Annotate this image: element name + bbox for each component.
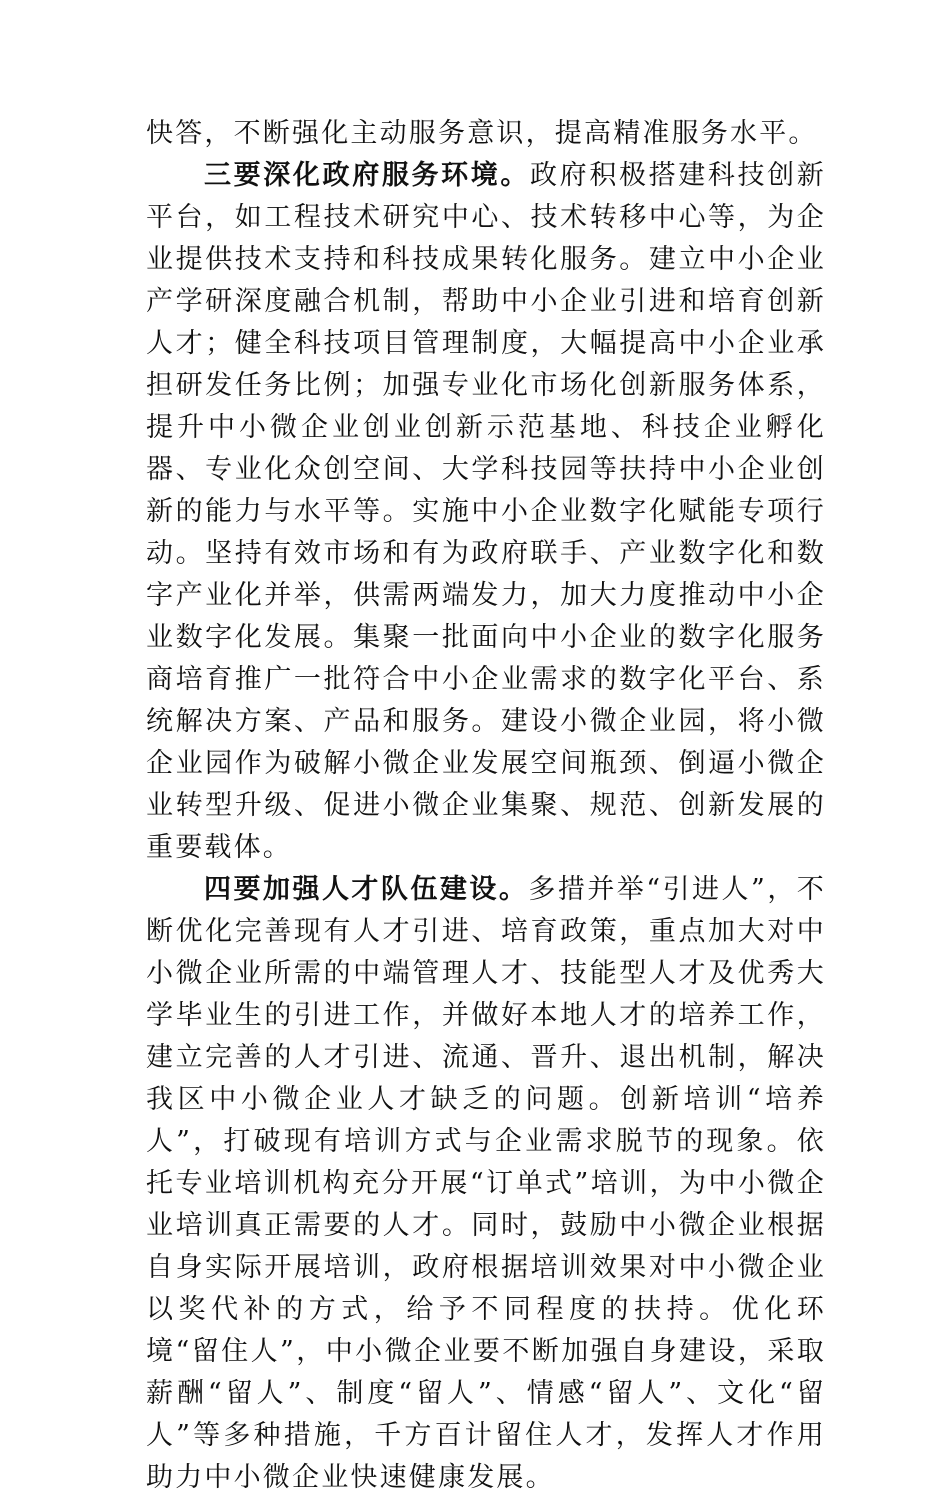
paragraph-2-body: 政府积极搭建科技创新平台，如工程技术研究中心、技术转移中心等，为企业提供技术支持和科技成果转化服务。建立中小企业产学研深度融合机制，帮助中小企业引进和培育创新人才；健全科技项目管理制度，大幅提高中小企业承担研发任务比例；加强专业化市场化创新服务体系，提升中小微企业创业创新示范基地、科技企业孵化器、专业化众创空间、大学科技园等扶持中小企业创新的能力与水平等。实施中小企业数字化赋能专项行动。坚持有效市场和有为政府联手、产业数字化和数字产业化并举，供需两端发力，加大力度推动中小企业数字化发展。集聚一批面向中小企业的数字化服务商培育推广一批符合中小企业需求的数字化平台、系统解决方案、产品和服务。建设小微企业园，将小微企业园作为破解小微企业发展空间瓶颈、倒逼小微企业转型升级、促进小微企业集聚、规范、创新发展的重要载体。 (146, 160, 827, 863)
paragraph-3-body: 多措并举“引进人”，不断优化完善现有人才引进、培育政策，重点加大对中小微企业所需的中端管理人才、技能型人才及优秀大学毕业生的引进工作，并做好本地人才的培养工作，建立完善的人才引进、流通、晋升、退出机制，解决我区中小微企业人才缺乏的问题。创新培训“培养人”，打破现有培训方式与企业需求脱节的现象。依托专业培训机构充分开展“订单式”培训，为中小微企业培训真正需要的人才。同时，鼓励中小微企业根据自身实际开展培训，政府根据培训效果对中小微企业以奖代补的方式，给予不同程度的扶持。优化环境“留住人”，中小微企业要不断加强自身建设，采取薪酬“留人”、制度“留人”、情感“留人”、文化“留人”等多种措施，千方百计留住人才，发挥人才作用助力中小微企业快速健康发展。 (146, 874, 826, 1493)
paragraph-3-heading: 四要加强人才队伍建设。 (204, 874, 529, 905)
paragraph-3 (146, 869, 826, 1499)
paragraph-1 (146, 113, 826, 155)
paragraph-2-heading: 三要深化政府服务环境。 (204, 160, 531, 191)
paragraph-2 (146, 155, 826, 869)
paragraph-1-body: 快答，不断强化主动服务意识，提高精准服务水平。 (146, 118, 818, 149)
document-body (146, 113, 826, 1499)
